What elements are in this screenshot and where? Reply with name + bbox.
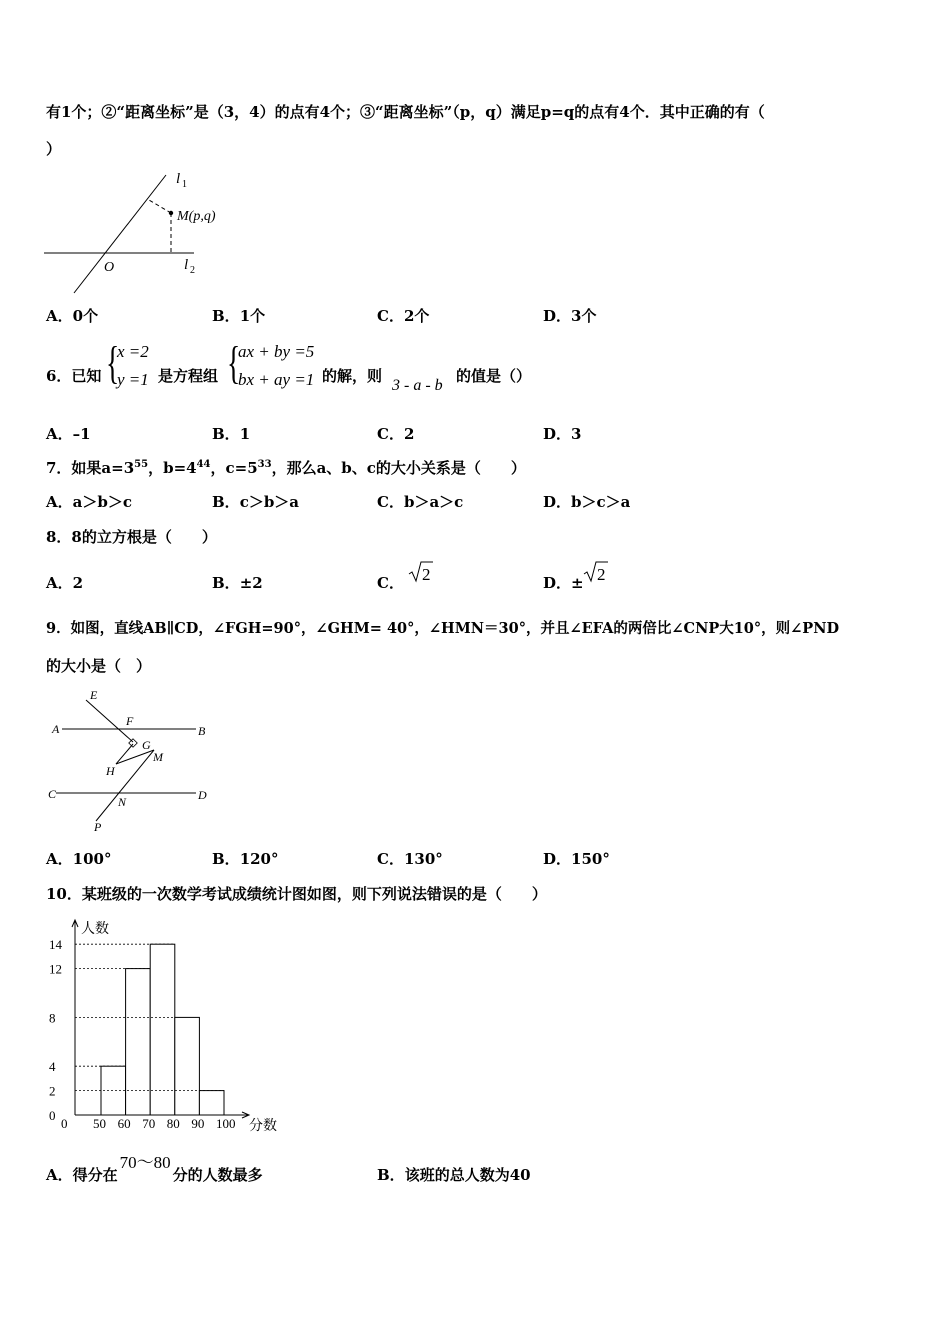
q10-option-a[interactable]: A．得分在70～80分的人数最多	[46, 1153, 263, 1184]
label-g: G	[142, 738, 151, 752]
q6-brace-1: {	[106, 337, 120, 388]
q6-sys2-eq2: bx + ay =1	[238, 370, 315, 389]
q5-stem-line1: 有1个；②“距离坐标”是（3，4）的点有4个；③“距离坐标”（p，q）满足p=q的点有4个．其中正确的有（	[46, 103, 765, 121]
y-tick-label: 0	[49, 1108, 56, 1123]
x-tick-label: 50	[93, 1116, 106, 1131]
x-tick-label: 90	[191, 1116, 205, 1131]
label-p: P	[94, 820, 102, 834]
q7-exp-3: 33	[257, 459, 272, 470]
label-c: C	[48, 787, 57, 801]
q9-stem-line2: 的大小是（ ）	[46, 657, 152, 675]
q10-histogram	[44, 918, 304, 1138]
q5-figure	[44, 165, 244, 285]
q9-option-d[interactable]: D．150°	[543, 850, 610, 868]
histogram-bar	[199, 1091, 224, 1115]
q6-mid-text: 是方程组	[158, 367, 219, 385]
x-tick-label: 70	[142, 1116, 156, 1131]
l2-label: l	[184, 257, 189, 273]
y-axis-label: 人数	[81, 922, 109, 937]
q8-option-b[interactable]: B．±2	[212, 574, 263, 592]
q8-option-d-sqrt	[584, 561, 608, 585]
q7-exp-2: 44	[196, 459, 211, 470]
q7-option-a[interactable]: A．a＞b＞c	[46, 493, 132, 511]
origin-label: O	[104, 260, 115, 275]
q8-option-c[interactable]: C．	[377, 574, 404, 592]
y-tick-label: 2	[49, 1083, 56, 1099]
q5-option-a[interactable]: A．0个	[46, 307, 99, 325]
q7-option-d[interactable]: D．b＞c＞a	[543, 493, 631, 511]
q6-expression: 3 - a - b	[392, 377, 443, 394]
label-h: H	[106, 764, 115, 778]
label-a: A	[52, 722, 60, 736]
q6-sys1-eq2: y =1	[117, 370, 149, 389]
x-tick-label: 0	[61, 1116, 68, 1131]
q7-exp-1: 55	[134, 459, 149, 470]
q6-option-c[interactable]: C．2	[377, 425, 415, 443]
q5-option-b[interactable]: B．1个	[212, 307, 266, 325]
label-e: E	[90, 688, 98, 702]
q8-stem: 8．8的立方根是（ ）	[46, 528, 217, 546]
q6-suffix: 的值是（）	[456, 367, 532, 385]
label-n: N	[118, 795, 127, 809]
q6-option-a[interactable]: A．–1	[46, 425, 91, 443]
label-b: B	[198, 724, 206, 738]
q7-option-b[interactable]: B．c＞b＞a	[212, 493, 300, 511]
l1-label: l	[176, 171, 181, 187]
q10-option-b[interactable]: B．该班的总人数为40	[377, 1166, 531, 1184]
q5-option-d[interactable]: D．3个	[543, 307, 597, 325]
q5-option-c[interactable]: C．2个	[377, 307, 430, 325]
label-d: D	[198, 788, 207, 802]
q7-stem: 7．如果$a=3^{55}$，$b=4^{44}$，$c=5^{33}$，那么a、b、c的大小关系是（ ）	[46, 459, 526, 477]
q6-sys2-eq1: ax + by =5	[238, 342, 315, 361]
histogram-bar	[150, 944, 175, 1115]
q5-stem-line2: ）	[46, 140, 62, 158]
x-tick-label: 60	[117, 1116, 131, 1131]
x-axis-label: 分数	[249, 1119, 277, 1134]
point-m-label: M(p,q)	[177, 209, 216, 224]
label-f: F	[126, 714, 134, 728]
l1-subscript: 1	[182, 179, 187, 190]
q7-option-c[interactable]: C．b＞a＞c	[377, 493, 464, 511]
l2-subscript: 2	[190, 265, 195, 276]
q6-option-b[interactable]: B．1	[212, 425, 251, 443]
q9-figure	[46, 688, 216, 838]
q6-prefix: 6．已知	[46, 367, 102, 385]
y-tick-label: 14	[49, 937, 62, 953]
q10-range: 70～80	[119, 1153, 171, 1172]
label-m: M	[153, 750, 163, 764]
q6-brace-2: {	[227, 337, 241, 388]
q6-option-d[interactable]: D．3	[543, 425, 582, 443]
q10-stem: 10．某班级的一次数学考试成绩统计图如图，则下列说法错误的是（ ）	[46, 885, 547, 903]
y-tick-label: 4	[49, 1059, 56, 1075]
q9-option-b[interactable]: B．120°	[212, 850, 279, 868]
svg-text:2: 2	[422, 565, 431, 584]
x-tick-label: 80	[166, 1116, 180, 1131]
x-tick-label: 100	[216, 1116, 236, 1131]
q6-sys1-eq1: x =2	[117, 342, 149, 361]
q6-after-text: 的解，则	[322, 367, 383, 385]
y-tick-label: 12	[49, 961, 62, 977]
q9-stem-line1: 9．如图，直线AB∥CD，∠FGH=90°，∠GHM= 40°，∠HMN＝30°，并且∠EFA的两倍比∠CNP大10°，则∠PND	[46, 620, 840, 637]
q9-option-c[interactable]: C．130°	[377, 850, 443, 868]
histogram-bar	[126, 969, 151, 1115]
y-tick-label: 8	[49, 1010, 56, 1026]
q8-option-d[interactable]: D．±	[543, 574, 584, 592]
q9-option-a[interactable]: A．100°	[46, 850, 112, 868]
svg-text:2: 2	[597, 565, 606, 584]
q8-option-c-sqrt	[409, 561, 433, 585]
histogram-bar	[175, 1017, 200, 1115]
q8-option-a[interactable]: A．2	[46, 574, 84, 592]
